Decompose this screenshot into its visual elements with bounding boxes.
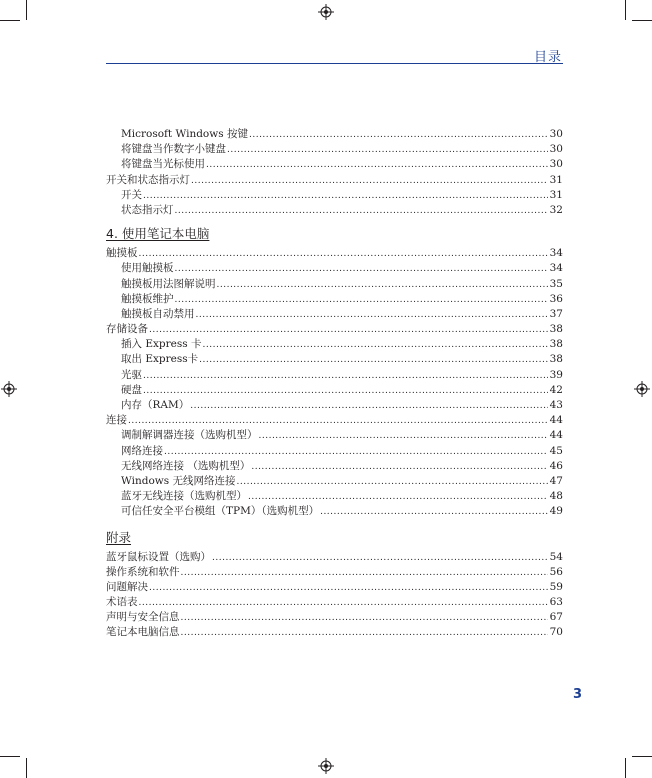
toc-entry-title: 调制解调器连接（选购机型） (121, 429, 258, 442)
toc-entry-title: 存储设备 (106, 323, 148, 336)
dot-leader (175, 293, 549, 308)
toc-entry-title: 将键盘当作数字小键盘 (121, 143, 226, 156)
toc-entry-page: 47 (549, 474, 563, 487)
toc-entry[interactable] (106, 383, 563, 398)
toc-entry-title: 开关 (121, 188, 142, 201)
dot-leader (248, 490, 548, 505)
toc-entry-page: 45 (549, 444, 563, 457)
toc-entry-title: 开关和状态指示灯 (106, 173, 190, 186)
dot-leader (139, 596, 549, 611)
toc-entry-page: 34 (549, 247, 563, 260)
dot-leader (149, 581, 548, 596)
toc-entry-page: 30 (549, 158, 563, 171)
toc-entry-page: 56 (549, 565, 563, 578)
dot-leader (190, 399, 548, 414)
dot-leader (196, 308, 549, 323)
toc-entry-page: 34 (549, 262, 563, 275)
dot-leader (143, 384, 548, 399)
toc-entry-title: 触摸板 (106, 247, 138, 260)
toc-entry[interactable] (106, 580, 563, 595)
table-of-contents (106, 127, 563, 641)
toc-entry-page: 54 (549, 550, 563, 563)
dot-leader (199, 353, 548, 368)
toc-entry-title: 蓝牙无线连接（选购机型） (121, 490, 247, 503)
toc-entry-page: 46 (549, 459, 563, 472)
dot-leader (237, 475, 549, 490)
dot-leader (164, 445, 548, 460)
dot-leader (181, 566, 549, 581)
toc-entry-page: 38 (549, 338, 563, 351)
toc-entry-title: 使用触摸板 (121, 262, 174, 275)
toc-entry-title: 术语表 (106, 596, 138, 609)
toc-entry[interactable] (106, 504, 563, 519)
toc-entry-page: 38 (549, 323, 563, 336)
header-rule (106, 63, 563, 64)
toc-entry[interactable] (106, 307, 563, 322)
toc-entry-page: 37 (549, 307, 563, 320)
toc-group-top (106, 127, 563, 218)
toc-entry-title: 笔记本电脑信息 (106, 626, 180, 639)
toc-entry-title: 内存（RAM） (121, 399, 190, 411)
dot-leader (181, 626, 549, 641)
toc-entry-page: 30 (549, 143, 563, 156)
registration-mark-icon (634, 381, 650, 397)
toc-entry-title: 触摸板用法图解说明 (121, 277, 216, 290)
toc-entry-page: 67 (549, 611, 563, 624)
dot-leader (227, 143, 548, 158)
toc-entry[interactable] (106, 550, 563, 565)
toc-entry-title: 触摸板自动禁用 (121, 307, 195, 320)
toc-entry-title: 声明与安全信息 (106, 611, 180, 624)
toc-entry-page: 48 (549, 490, 563, 503)
toc-entry-title: 蓝牙鼠标设置（选购） (106, 550, 211, 563)
toc-entry[interactable] (106, 188, 563, 203)
dot-leader (217, 278, 549, 293)
toc-entry[interactable] (106, 489, 563, 504)
page-number: 3 (573, 687, 583, 702)
toc-entry[interactable] (106, 459, 563, 474)
dot-leader (143, 369, 548, 384)
toc-entry-title: Microsoft Windows 按键 (121, 128, 248, 140)
toc-entry[interactable] (106, 292, 563, 307)
toc-entry-title: 触摸板维护 (121, 292, 174, 305)
toc-entry[interactable] (106, 368, 563, 383)
toc-group-section4 (106, 246, 563, 519)
toc-entry-title: Windows 无线网络连接 (121, 474, 236, 487)
dot-leader (191, 174, 548, 189)
toc-entry-page: 31 (549, 188, 563, 201)
dot-leader (175, 262, 549, 277)
toc-entry[interactable] (106, 610, 563, 625)
toc-entry[interactable] (106, 337, 563, 352)
toc-entry[interactable] (106, 565, 563, 580)
toc-entry-page: 49 (549, 505, 563, 518)
toc-entry-page: 44 (549, 414, 563, 427)
dot-leader (249, 128, 548, 143)
registration-mark-icon (1, 381, 17, 397)
toc-entry[interactable] (106, 398, 563, 413)
toc-entry-page: 70 (549, 626, 563, 639)
dot-leader (212, 551, 548, 566)
section-heading-4[interactable]: 4. 使用笔记本电脑 (106, 226, 210, 242)
toc-entry[interactable] (106, 157, 563, 172)
toc-entry[interactable] (106, 352, 563, 367)
dot-leader (128, 414, 548, 429)
dot-leader (139, 247, 549, 262)
toc-entry-title: 插入 Express 卡 (121, 338, 202, 351)
toc-entry[interactable] (106, 142, 563, 157)
dot-leader (251, 460, 548, 475)
registration-mark-icon (318, 758, 334, 774)
toc-entry[interactable] (106, 474, 563, 489)
toc-entry[interactable] (106, 322, 563, 337)
toc-entry-page: 32 (549, 203, 563, 216)
toc-entry[interactable] (106, 444, 563, 459)
toc-entry[interactable] (106, 203, 563, 218)
toc-entry-page: 42 (549, 383, 563, 396)
toc-entry-title: 操作系统和软件 (106, 565, 180, 578)
toc-entry-page: 36 (549, 292, 563, 305)
toc-entry-page: 43 (549, 399, 563, 411)
dot-leader (320, 505, 548, 520)
toc-entry-page: 38 (549, 353, 563, 366)
toc-entry[interactable] (106, 277, 563, 292)
toc-entry-page: 63 (549, 596, 563, 609)
toc-entry[interactable] (106, 595, 563, 610)
toc-entry[interactable] (106, 413, 563, 428)
toc-entry-page: 44 (549, 429, 563, 442)
toc-entry-title: 取出 Express卡 (121, 353, 199, 366)
toc-entry-title: 网络连接 (121, 444, 163, 457)
running-header-title: 目录 (533, 50, 562, 65)
dot-leader (175, 204, 549, 219)
toc-entry[interactable] (106, 246, 563, 261)
toc-entry-title: 问题解决 (106, 580, 148, 593)
dot-leader (259, 429, 549, 444)
toc-entry-page: 35 (549, 277, 563, 290)
toc-entry-page: 39 (549, 368, 563, 381)
toc-entry[interactable] (106, 625, 563, 640)
toc-entry[interactable] (106, 428, 563, 443)
registration-mark-icon (318, 4, 334, 20)
toc-entry-page: 31 (549, 173, 563, 186)
toc-entry-title: 状态指示灯 (121, 203, 174, 216)
dot-leader (206, 158, 548, 173)
dot-leader (149, 323, 548, 338)
toc-entry-page: 30 (549, 128, 563, 140)
dot-leader (143, 189, 548, 204)
dot-leader (181, 611, 549, 626)
toc-entry-title: 无线网络连接 （选购机型） (121, 459, 251, 472)
toc-entry-title: 可信任安全平台模组（TPM）（选购机型） (121, 505, 320, 518)
toc-entry-page: 59 (549, 580, 563, 593)
toc-entry-title: 连接 (106, 414, 127, 427)
section-heading-appendix[interactable]: 附录 (106, 529, 132, 545)
dot-leader (203, 338, 549, 353)
toc-entry-title: 硬盘 (121, 383, 142, 396)
toc-entry-title: 将键盘当光标使用 (121, 158, 205, 171)
toc-entry[interactable] (106, 261, 563, 276)
toc-entry[interactable] (106, 173, 563, 188)
toc-group-appendix (106, 550, 563, 641)
toc-entry[interactable] (106, 127, 563, 142)
toc-entry-title: 光驱 (121, 368, 142, 381)
